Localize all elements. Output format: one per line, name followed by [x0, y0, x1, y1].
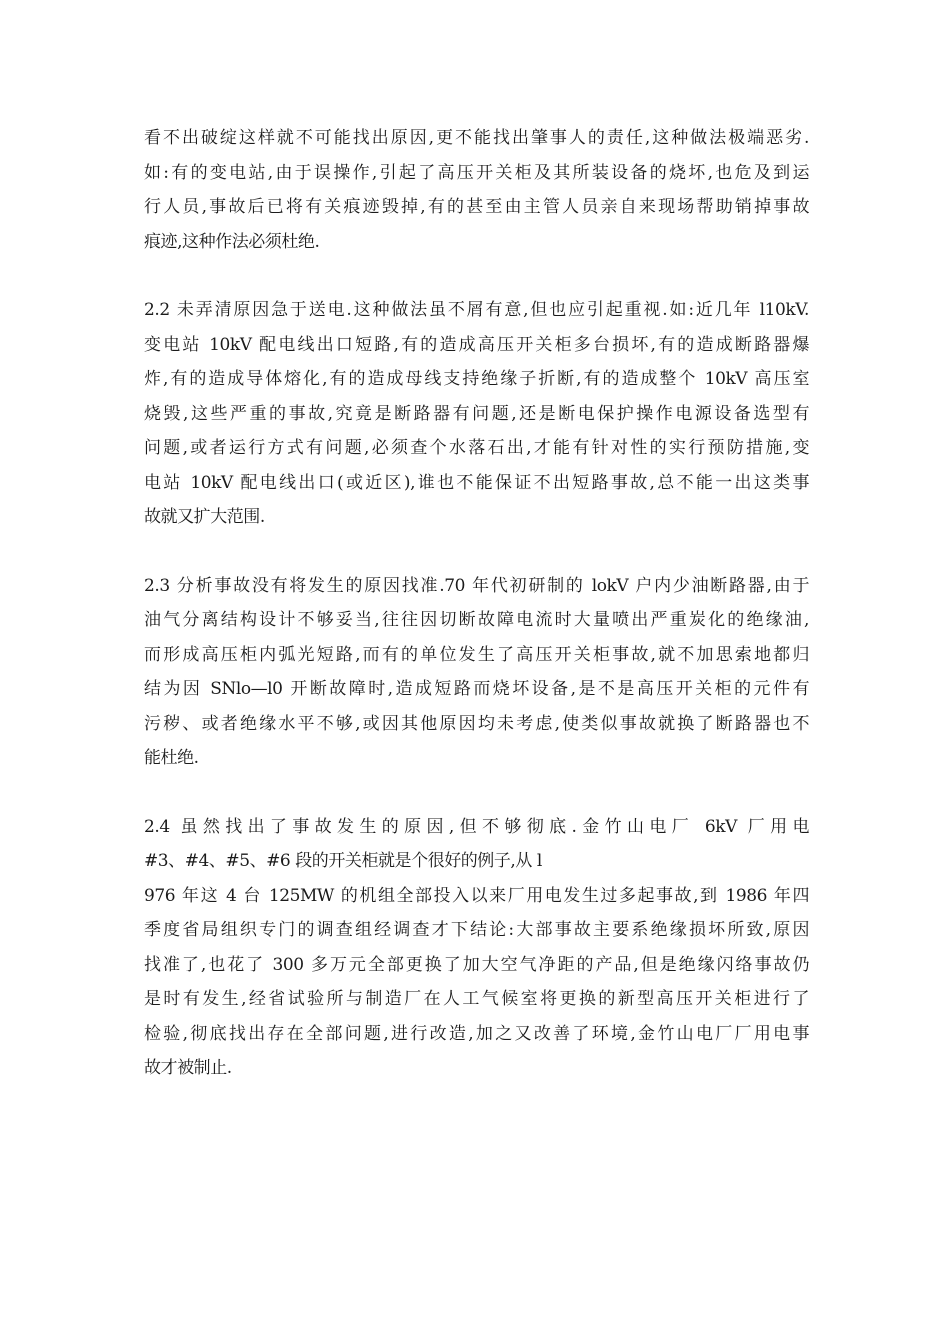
text-line: 电站 10kV 配电线出口(或近区),谁也不能保证不出短路事故,总不能一出这类事 — [144, 472, 809, 493]
text-line: 而形成高压柜内弧光短路,而有的单位发生了高压开关柜事故,就不加思索地都归 — [144, 644, 809, 665]
text-line: 2.3 分析事故没有将发生的原因找准.70 年代初研制的 lokV 户内少油断路器,由于 — [144, 575, 809, 596]
text-line: 烧毁,这些严重的事故,究竟是断路器有问题,还是断电保护操作电源设备选型有 — [144, 403, 809, 424]
paragraph-2-4 — [144, 810, 809, 1086]
text-line: 是时有发生,经省试验所与制造厂在人工气候室将更换的新型高压开关柜进行了 — [144, 989, 809, 1009]
text-line: 变电站 10kV 配电线出口短路,有的造成高压开关柜多台损坏,有的造成断路器爆 — [144, 334, 809, 355]
document-body — [144, 121, 809, 1120]
paragraph-1 — [144, 121, 809, 259]
text-line: 问题,或者运行方式有问题,必须查个水落石出,才能有针对性的实行预防措施,变 — [144, 438, 809, 458]
text-line: 2.4 虽然找出了事故发生的原因,但不够彻底.金竹山电厂 6kV 厂用电 — [144, 816, 809, 837]
paragraph-2-3 — [144, 569, 809, 776]
text-line: 976 年这 4 台 125MW 的机组全部投入以来厂用电发生过多起事故,到 1986 年四 — [144, 885, 809, 906]
text-line: 看不出破绽这样就不可能找出原因,更不能找出肇事人的责任,这种做法极端恶劣. — [144, 128, 809, 148]
text-line: 故就又扩大范围. — [144, 507, 265, 527]
text-line: 炸,有的造成导体熔化,有的造成母线支持绝缘子折断,有的造成整个 10kV 高压室 — [144, 369, 809, 389]
paragraph-2-2 — [144, 293, 809, 535]
text-line: 痕迹,这种作法必须杜绝. — [144, 231, 320, 252]
text-line: 2.2 未弄清原因急于送电.这种做法虽不屑有意,但也应引起重视.如:近几年 l10kV. — [144, 300, 809, 320]
text-line: 行人员,事故后已将有关痕迹毁掉,有的甚至由主管人员亲自来现场帮助销掉事故 — [144, 197, 809, 217]
text-line: #3、#4、#5、#6 段的开关柜就是个很好的例子,从 l — [144, 851, 542, 871]
text-line: 故才被制止. — [144, 1058, 232, 1078]
text-line: 如:有的变电站,由于误操作,引起了高压开关柜及其所装设备的烧坏,也危及到运 — [144, 162, 809, 183]
text-line: 污秽、或者绝缘水平不够,或因其他原因均未考虑,使类似事故就换了断路器也不 — [144, 713, 809, 734]
text-line: 季度省局组织专门的调查组经调查才下结论:大部事故主要系绝缘损坏所致,原因 — [144, 920, 809, 940]
text-line: 油气分离结构设计不够妥当,往往因切断故障电流时大量喷出严重炭化的绝缘油, — [144, 610, 809, 630]
text-line: 结为因 SNlo—l0 开断故障时,造成短路而烧坏设备,是不是高压开关柜的元件有 — [144, 679, 809, 699]
text-line: 找准了,也花了 300 多万元全部更换了加大空气净距的产品,但是绝缘闪络事故仍 — [144, 954, 809, 975]
text-line: 能杜绝. — [144, 748, 199, 768]
text-line: 检验,彻底找出存在全部问题,进行改造,加之又改善了环境,金竹山电厂厂用电事 — [144, 1023, 809, 1044]
